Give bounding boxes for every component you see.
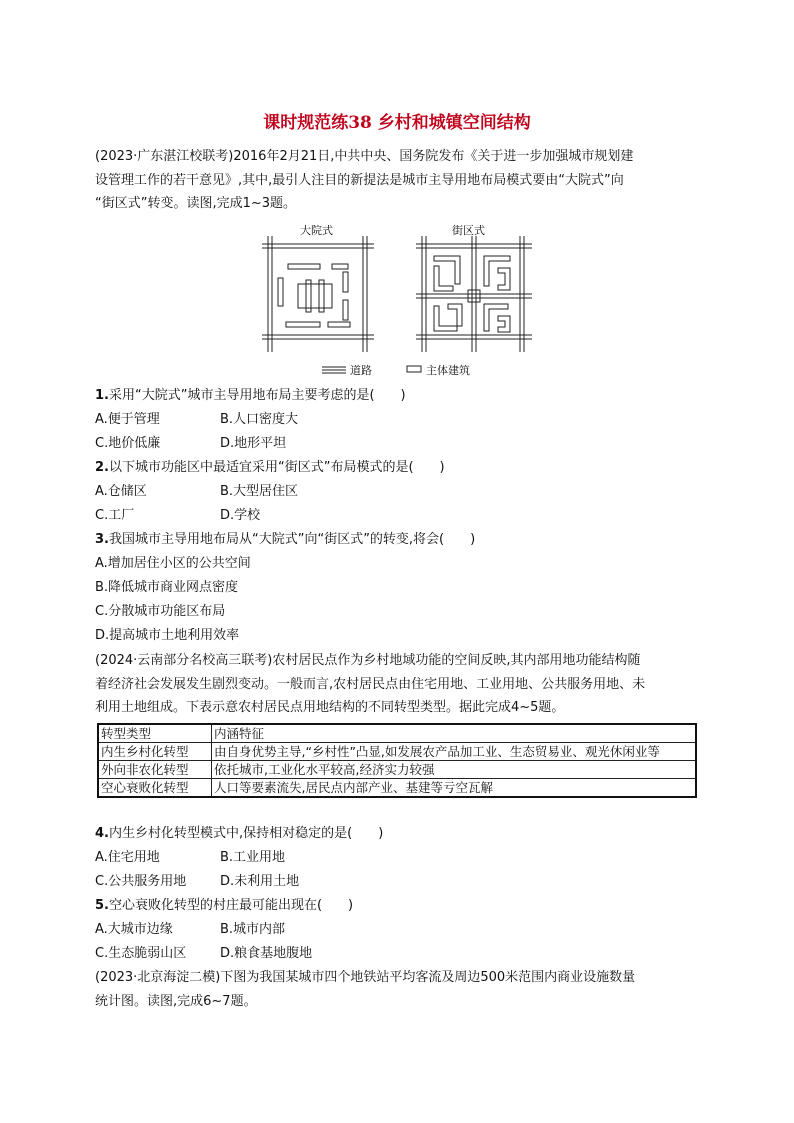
question-4-options-row2 [95,872,299,892]
table-header-cell: 转型类型 [98,724,212,743]
legend-road-label: 道路 [350,364,372,377]
question-3-number: 3. [95,532,109,547]
label-dayuan: 大院式 [300,224,333,237]
q4-option-a: A.住宅用地 [95,850,160,865]
intro1-line1: (2023·广东湛江校联考)2016年2月21日,中共中央、国务院发布《关于进一步加强城市规划建 [95,149,634,164]
question-2-stem: 以下城市功能区中最适宜采用“街区式”布局模式的是( ) [108,460,445,475]
table-row [98,779,696,798]
question-1-options-row2 [95,434,286,454]
question-1-stem: 采用“大院式”城市主导用地布局主要考虑的是( ) [108,388,406,403]
q5-option-d: D.粮食基地腹地 [220,946,313,961]
q1-option-a: A.便于管理 [95,412,160,427]
intro1-line3: “街区式”转变。读图,完成1~3题。 [95,196,297,211]
question-3 [95,530,475,550]
intro2-line2: 着经济社会发展发生剧烈变动。一般而言,农村居民点由住宅用地、工业用地、公共服务用地、未 [95,677,646,692]
q5-option-c: C.生态脆弱山区 [95,946,187,961]
q2-option-a: A.仓储区 [95,484,147,499]
layout-diagram [262,222,532,382]
question-5-stem: 空心衰败化转型的村庄最可能出现在( ) [108,898,354,913]
intro2-line3: 利用土地组成。下表示意农村居民点用地结构的不同转型类型。据此完成4~5题。 [95,700,565,715]
q5-option-a: A.大城市边缘 [95,922,173,937]
q2-option-c: C.工厂 [95,508,135,523]
q1-option-d: D.地形平坦 [220,436,287,451]
question-2-options-row1 [95,482,298,502]
table-header-row [98,724,696,743]
intro3-line1: (2023·北京海淀二模)下图为我国某城市四个地铁站平均客流及周边500米范围内商业设施数量 [95,970,636,985]
q1-option-b: B.人口密度大 [220,412,299,427]
q5-option-b: B.城市内部 [220,922,286,937]
question-2-options-row2 [95,506,260,526]
question-4-options-row1 [95,848,285,868]
q4-option-d: D.未利用土地 [220,874,300,889]
page-title: 课时规范练38 乡村和城镇空间结构 [263,113,531,133]
question-4-stem: 内生乡村化转型模式中,保持相对稳定的是( ) [108,826,384,841]
question-1 [95,386,406,406]
question-5 [95,896,353,916]
question-4 [95,824,383,844]
table-cell: 内生乡村化转型 [98,743,212,761]
q3-option-a: A.增加居住小区的公共空间 [95,556,251,571]
q3-option-b: B.降低城市商业网点密度 [95,580,239,595]
question-1-options-row1 [95,410,298,430]
q4-option-c: C.公共服务用地 [95,874,187,889]
question-1-number: 1. [95,388,109,403]
table-cell: 人口等要素流失,居民点内部产业、基建等亏空瓦解 [212,779,697,798]
table-cell: 依托城市,工业化水平较高,经济实力较强 [212,761,697,779]
q3-option-d: D.提高城市土地利用效率 [95,628,240,643]
transition-type-table [97,723,697,798]
q3-option-c: C.分散城市功能区布局 [95,604,226,619]
question-3-stem: 我国城市主导用地布局从“大院式”向“街区式”的转变,将会( ) [108,532,476,547]
table-cell: 由自身优势主导,“乡村性”凸显,如发展农产品加工业、生态贸易业、观光休闲业等 [212,743,697,761]
question-4-number: 4. [95,826,109,841]
question-2-number: 2. [95,460,109,475]
question-5-options-row1 [95,920,285,940]
label-jiequ: 街区式 [452,224,485,237]
intro1-line2: 设管理工作的若干意见》,其中,最引人注目的新提法是城市主导用地布局模式要由“大院式”向 [95,173,624,188]
q4-option-b: B.工业用地 [220,850,286,865]
question-5-options-row2 [95,944,312,964]
q1-option-c: C.地价低廉 [95,436,161,451]
table-row [98,761,696,779]
table-cell: 外向非农化转型 [98,761,212,779]
table-row [98,743,696,761]
legend-building-label: 主体建筑 [426,364,470,377]
table-cell: 空心衰败化转型 [98,779,212,798]
question-2 [95,458,445,478]
intro2-line1: (2024·云南部分名校高三联考)农村居民点作为乡村地域功能的空间反映,其内部用地功能结构随 [95,653,641,668]
q2-option-d: D.学校 [220,508,261,523]
diagram-svg [262,222,532,382]
q2-option-b: B.大型居住区 [220,484,299,499]
intro3-line2: 统计图。读图,完成6~7题。 [95,994,257,1009]
question-5-number: 5. [95,898,109,913]
table-header-cell: 内涵特征 [212,724,697,743]
